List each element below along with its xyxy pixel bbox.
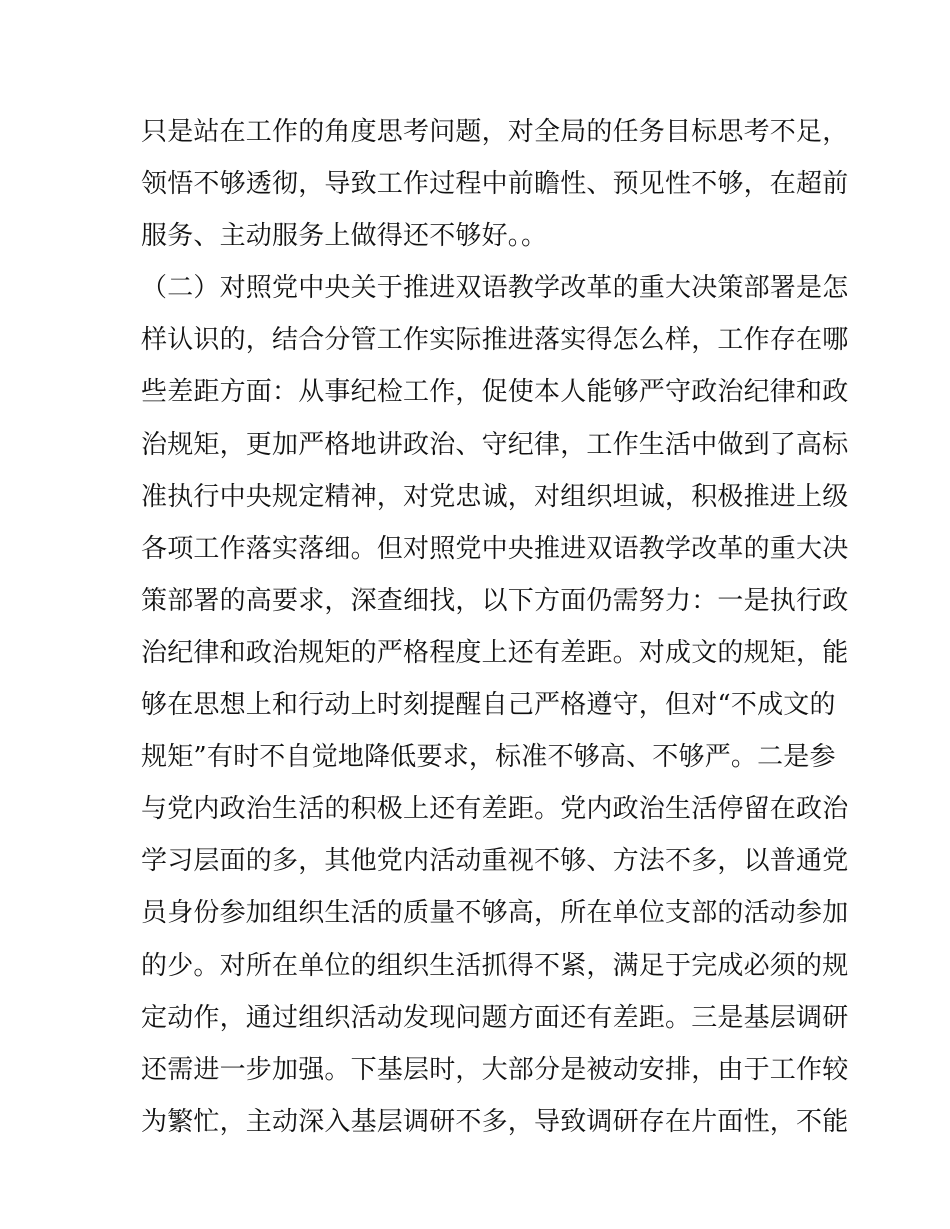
text-line: 还需进一步加强。下基层时，大部分是被动安排，由于工作较: [141, 1054, 849, 1085]
text-line: 样认识的，结合分管工作实际推进落实得怎么样，工作存在哪: [141, 325, 849, 356]
body-text: [141, 106, 849, 1148]
text-line: 准执行中央规定精神，对党忠诚，对组织坦诚，积极推进上级: [141, 481, 849, 512]
text-line: 策部署的高要求，深查细找，以下方面仍需努力：一是执行政: [141, 585, 849, 616]
text-line: 各项工作落实落细。但对照党中央推进双语教学改革的重大决: [141, 533, 849, 564]
text-line: 员身份参加组织生活的质量不够高，所在单位支部的活动参加: [141, 898, 849, 929]
text-line: 为繁忙，主动深入基层调研不多，导致调研存在片面性，不能: [141, 1106, 849, 1137]
text-line: 定动作，通过组织活动发现问题方面还有差距。三是基层调研: [141, 1002, 849, 1033]
text-line: 够在思想上和行动上时刻提醒自己严格遵守，但对“不成文的: [141, 690, 836, 721]
text-line: 学习层面的多，其他党内活动重视不够、方法不多，以普通党: [141, 846, 849, 877]
text-line: 只是站在工作的角度思考问题，对全局的任务目标思考不足，: [141, 117, 849, 147]
text-line: 规矩”有时不自觉地降低要求，标准不够高、不够严。二是参: [141, 742, 836, 773]
text-line: 治纪律和政治规矩的严格程度上还有差距。对成文的规矩，能: [141, 637, 849, 668]
text-line: 的少。对所在单位的组织生活抓得不紧，满足于完成必须的规: [141, 950, 849, 981]
text-line: 治规矩，更加严格地讲政治、守纪律，工作生活中做到了高标: [141, 429, 849, 460]
text-line: 些差距方面：从事纪检工作，促使本人能够严守政治纪律和政: [141, 377, 849, 408]
text-line: 领悟不够透彻，导致工作过程中前瞻性、预见性不够，在超前: [141, 169, 849, 200]
section-heading-line: （二）对照党中央关于推进双语教学改革的重大决策部署是怎: [141, 273, 849, 304]
text-line: 与党内政治生活的积极上还有差距。党内政治生活停留在政治: [141, 794, 849, 825]
text-line: 服务、主动服务上做得还不够好。。: [141, 221, 548, 252]
